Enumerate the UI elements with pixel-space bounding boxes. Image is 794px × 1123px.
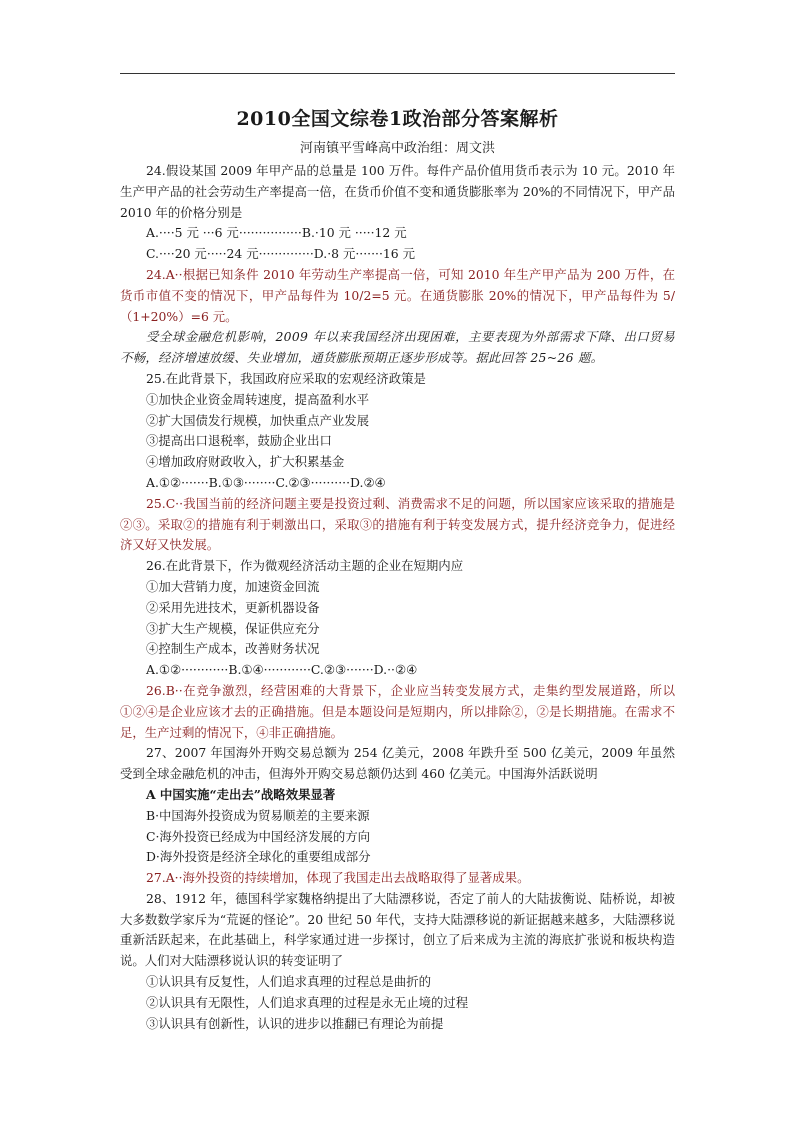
q24-options-ab: A.····5 元 ···6 元················B.·10 元 ·····12 元 (146, 225, 407, 241)
q27-option-d: D·海外投资是经济全球化的重要组成部分 (146, 849, 371, 865)
q27-option-a: A 中国实施“走出去”战略效果显著 (146, 786, 336, 802)
q25-answer: 25.C··我国当前的经济问题主要是投资过剩、消费需求不足的问题，所以国家应该采取的措施是②③。采取②的措施有利于刺激出口，采取③的措施有利于转变发展方式，提升经济竞争力，促进经济又好又快发展。 (120, 495, 675, 553)
q28-option-3: ③认识具有创新性，认识的进步以推翻已有理论为前提 (146, 1015, 444, 1031)
q25-option-4: ④增加政府财政收入，扩大积累基金 (146, 454, 345, 470)
q27-answer: 27.A··海外投资的持续增加，体现了我国走出去战略取得了显著成果。 (146, 870, 530, 886)
q27-stem: 27、2007 年国海外开购交易总额为 254 亿美元，2008 年跌升至 500 亿美元，2009 年虽然受到全球金融危机的冲击，但海外开购交易总额仍达到 460 亿美元。中国海外活跃说明 (120, 745, 675, 782)
q28-stem: 28、1912 年，德国科学家魏格纳提出了大陆漂移说，否定了前人的大陆拔衡说、陆桥说，却被大多数数学家斥为“荒诞的怪论”。20 世纪 50 年代，支持大陆漂移说的新证据越来越多，大陆漂移说重新活跃起来，在此基础上，科学家通过进一步探讨，创立了后来成为主流的海底扩张说和板块构造说。人们对大陆漂移说认识的转变证明了 (120, 890, 675, 969)
q25-option-1: ①加快企业资金周转速度，提高盈利水平 (146, 391, 370, 407)
q24-answer: 24.A··根据已知条件 2010 年劳动生产率提高一倍，可知 2010 年生产甲产品为 200 万件，在货币市值不变的情况下，甲产品每件为 10/2=5 元。在通货膨胀 20%的情况下，甲产品每件为 5/（1+20%）=6 元。 (120, 266, 675, 324)
q25-stem: 25.在此背景下，我国政府应采取的宏观经济政策是 (146, 370, 426, 386)
q26-answer: 26.B··在竞争激烈，经营困难的大背景下，企业应当转变发展方式，走集约型发展道路，所以①②④是企业应该才去的正确措施。但是本题设问是短期内，所以排除②，②是长期措施。在需求不足，生产过剩的情况下，④非正确措施。 (120, 682, 675, 740)
context-25-26: 受全球金融危机影响，2009 年以来我国经济出现困难，主要表现为外部需求下降、出口贸易不畅，经济增速放缓、失业增加，通货膨胀预期正逐步形成等。据此回答 25~26 题。 (120, 329, 675, 366)
document-author: 河南镇平雪峰高中政治组：周文洪 (299, 141, 495, 156)
q26-option-4: ④控制生产成本，改善财务状况 (146, 641, 320, 657)
q26-stem: 26.在此背景下，作为微观经济活动主题的企业在短期内应 (146, 558, 464, 574)
q27-option-b: B·中国海外投资成为贸易顺差的主要来源 (146, 807, 370, 823)
q27-option-c: C·海外投资已经成为中国经济发展的方向 (146, 828, 371, 844)
q26-option-1: ①加大营销力度，加速资金回流 (146, 578, 320, 594)
header-rule (120, 73, 675, 74)
q25-option-2: ②扩大国债发行规模，加快重点产业发展 (146, 412, 370, 428)
q28-option-1: ①认识具有反复性，人们追求真理的过程总是曲折的 (146, 974, 431, 990)
q24-options-cd: C.····20 元·····24 元··············D.·8 元·······16 元 (146, 246, 416, 262)
document-title: 2010全国文综卷1政治部分答案解析 (236, 108, 559, 130)
q25-option-3: ③提高出口退税率，鼓励企业出口 (146, 433, 332, 449)
q26-option-3: ③扩大生产规模，保证供应充分 (146, 620, 320, 636)
document-page (120, 100, 675, 1034)
q28-option-2: ②认识具有无限性，人们追求真理的过程是永无止境的过程 (146, 994, 469, 1010)
q26-option-2: ②采用先进技术，更新机器设备 (146, 599, 320, 615)
q26-choices: A.①②············B.①④············C.②③·······D.··②④ (146, 662, 418, 678)
q24-stem: 24.假设某国 2009 年甲产品的总量是 100 万件。每件产品价值用货币表示为 10 元。2010 年生产甲产品的社会劳动生产率提高一倍，在货币价值不变和通货膨胀率为 20%的不同情况下，甲产品 2010 年的价格分别是 (120, 163, 675, 220)
q25-choices: A.①②·······B.①③········C.②③··········D.②④ (146, 474, 386, 490)
